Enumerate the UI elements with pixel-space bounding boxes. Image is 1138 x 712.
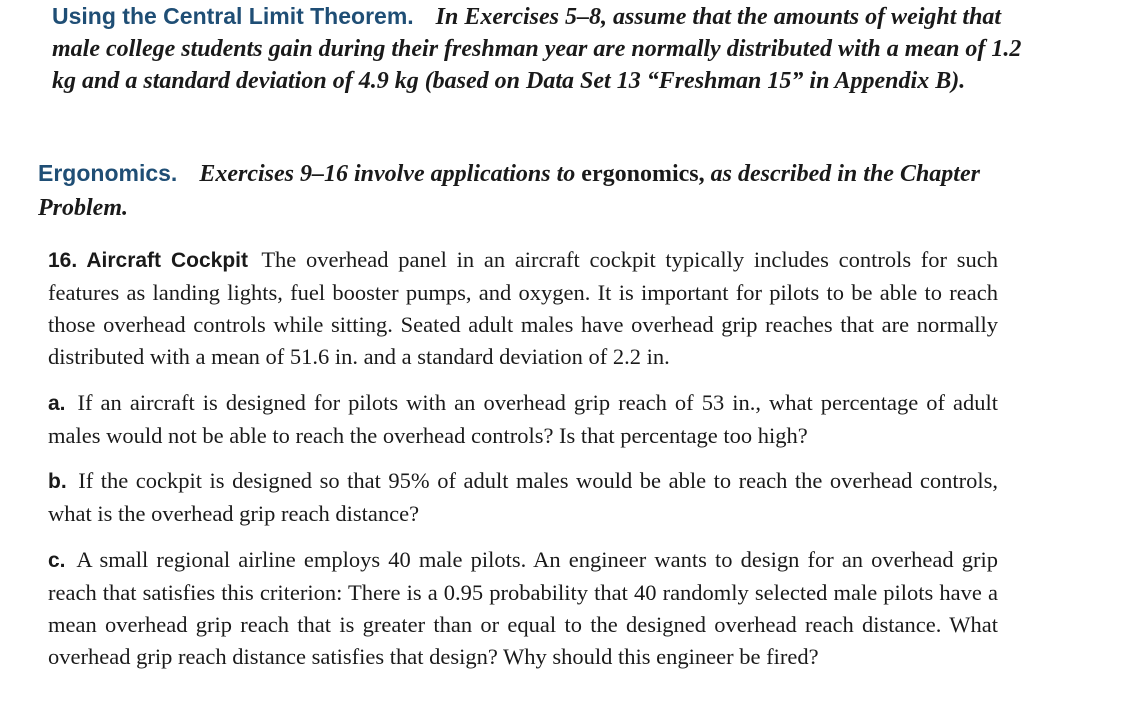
intro-paragraph bbox=[52, 0, 1042, 97]
part-c-text: A small regional airline employs 40 male pilots. An engineer wants to design for an overhead grip reach that satisfies this criterion: There is a 0.95 probability that 40 randomly selected male pilots have a mean overhead grip reach that is greater than or equal to the designed overhead reach distance. What overhead grip reach distance satisfies that design? Why should this engineer be fired? bbox=[48, 547, 998, 669]
problem-16 bbox=[48, 244, 998, 373]
ergonomics-paragraph bbox=[38, 156, 1028, 225]
problem-title: 16. Aircraft Cockpit bbox=[48, 249, 248, 272]
part-b-label: b. bbox=[48, 470, 67, 493]
part-b bbox=[48, 465, 998, 530]
ergonomics-heading: Ergonomics. bbox=[38, 160, 178, 186]
problem-text: The overhead panel in an aircraft cockpit typically includes controls for such features as landing lights, fuel booster pumps, and oxygen. It is important for pilots to be able to reach those overhead controls while sitting. Seated adult males have overhead grip reaches that are normally distributed with a mean of 51.6 in. and a standard deviation of 2.2 in. bbox=[48, 247, 999, 369]
part-c bbox=[48, 544, 998, 673]
ergonomics-bold-word: ergonomics, bbox=[581, 161, 705, 187]
ergonomics-text-after: as described in the Chapter Problem. bbox=[38, 161, 980, 221]
part-a bbox=[48, 387, 998, 452]
part-b-text: If the cockpit is designed so that 95% of adult males would be able to reach the overhead controls, what is the overhead grip reach distance? bbox=[48, 468, 999, 526]
ergonomics-text-before: Exercises 9–16 involve applications to bbox=[199, 161, 576, 187]
part-a-label: a. bbox=[48, 392, 66, 415]
intro-text: In Exercises 5–8, assume that the amounts of weight that male college students gain during their freshman year are normally distributed with a mean of 1.2 kg and a standard deviation of 4.9 kg (based on Data Set 13 “Freshman 15” in Appendix B). bbox=[52, 4, 1022, 94]
part-a-text: If an aircraft is designed for pilots with an overhead grip reach of 53 in., what percentage of adult males would not be able to reach the overhead controls? Is that percentage too high? bbox=[48, 390, 999, 448]
intro-heading: Using the Central Limit Theorem. bbox=[52, 3, 414, 29]
part-c-label: c. bbox=[48, 549, 66, 572]
